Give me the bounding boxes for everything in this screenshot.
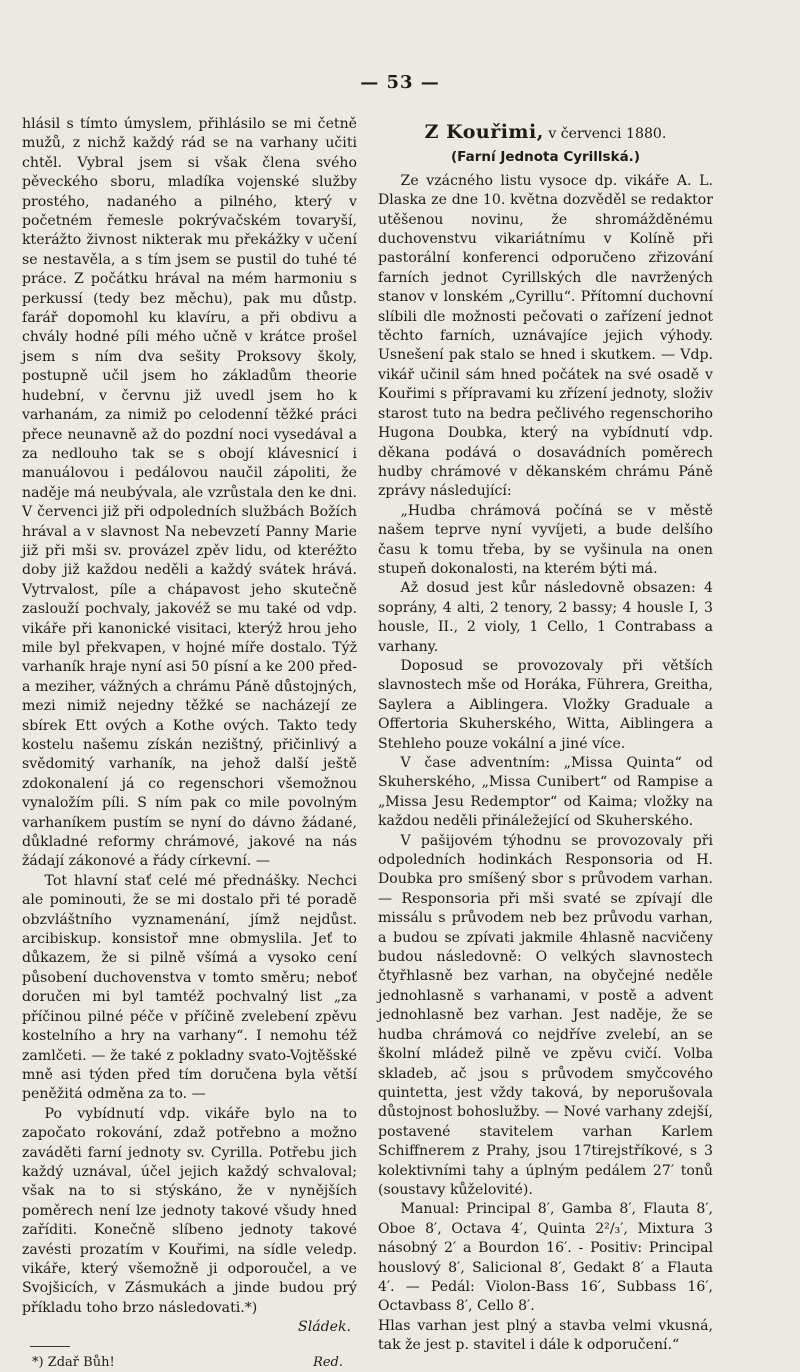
paragraph: „Hudba chrámová počíná se v městě našem teprve nyní vyvíjeti, a bude delšího času k tomu třeba, by se vyšinula na onen stupeň dokonalosti, na kterém býti má. xyxy=(378,502,713,577)
paragraph: Doposud se provozovaly při větších slavnostech mše od Horáka, Führera, Greitha, Saylera a Aiblingera. Vložky Graduale a Offertoria Skuherského, Witta, Aiblingera a Stehleho pouze vokální a jiné více. xyxy=(378,657,713,752)
paragraph: V čase adventním: „Missa Quinta“ od Skuherského, „Missa Cunibert“ od Rampise a „Missa Jesu Redemptor“ od Kaima; vložky na každou neděli přináležející od Skuherského. xyxy=(378,755,713,830)
paragraph: V pašijovém týhodnu se provozovaly při odpoledních hodinkách Responsoria od H. Doubka pro smíšený sbor s průvodem varhan. — Responsoria při mši svaté se zpívají dle missálu s průvodem neb bez průvodu varhan, a budou se zpívati jakmile 4hlasně nacvičeny budou následovně: O velkých slavnostech čtyřhlasně bez varhan, na obyčejné neděle jednohlasně s varhanami, v postě a advent jednohlasně bez varhan. Jest naděje, že se hudba chrámová co nejdříve zvelebí, an se školní mládež pilně ve zpěvu cvičí. Volba skladeb, ač jsou s průvodem smyčcového quintetta, jest vždy taková, by neporušovala důstojnost bohoslužby. — Nové varhany zdejší, postavené stavitelem varhan Karlem Schiffnerem z Prahy, jsou 17tirejstříkové, s 3 kolektivními tahy a úplným pedálem 27′ tonů (soustavy kůželovité). xyxy=(378,832,713,1198)
paragraph: hlásil s tímto úmyslem, přihlásilo se mi četně mužů, z nichž každý rád se na varhany učiti chtěl. Vybral jsem si však člena svého pěveckého sboru, mladíka vojenské služby prostého, nadaného a pilného, který v početném řemesle pokrývačském tovaryší, kterážto živnost nikterak mu překážky v učení se nestavěla, a s tím jsem se pustil do tuhé té práce. Z počátku hrával na mém harmoniu s perkussí (tedy bez měchu), pak mu důstp. farář dopomohl ku klavíru, a při obdivu a chvály hodné píli mého učně v krátce prošel jsem s ním dva sešity Proksovy školy, postupně učil jsem ho základům theorie hudební, v červnu již uvedl jsem ho k varhanám, za nimiž po celodenní těžké práci přece neunavně až do pozdní noci vysedával a za nedlouho tak se s obojí klávesnicí i manuálovou i pedálovou naučil zápoliti, že naděje má neubývala, ale vzrůstala den ke dni. V červenci již při odpoledních službách Božích hrával a v slavnost Na nebevzetí Panny Marie již při mši sv. provázel zpěv lidu, od kteréžto doby již každou neděli a každý svátek hrává. Vytrvalost, píle a chápavost jeho skutečně zaslouží pochvaly, jakovéž se mu také od vdp. vikáře při kanonické visitaci, kterýž hrou jeho mile byl překvapen, v hojné míře dostalo. Týž varhaník hraje nyní asi 50 písní a ke 200 před- a meziher, vážných a chrámu Páně důstojných, mezi nimiž nejedny těžké se nacházejí ze sbírek Ett ových a Kothe ových. Takto tedy kostelu našemu získán nezištný, přičinlivý a svědomitý varhaník, na jehož další ještě zdokonalení já co regenschori všemožnou vynaložím píli. S ním pak co mile povolným varhaníkem pustím se nyní do dávno žádané, důkladné reformy chrámové, jakové na nás žádají zákonové a řády církevní. — xyxy=(22,116,357,870)
footnote xyxy=(22,1353,357,1372)
article-header xyxy=(378,123,713,144)
left-column xyxy=(22,115,357,1372)
page-number: — 53 — xyxy=(360,72,440,93)
footnote-text: *) Zdař Bůh! xyxy=(32,1354,115,1370)
footnote-signature: Red. xyxy=(313,1354,343,1370)
footnote-rule xyxy=(30,1346,70,1347)
paragraph: Hlas varhan jest plný a stavba velmi vkusná, tak že jest p. stavitel i dále k odporučení.“ xyxy=(378,1317,713,1354)
right-column xyxy=(378,115,713,1356)
paragraph: Ze vzácného listu vysoce dp. vikáře A. L. Dlaska ze dne 10. května dozvěděl se redaktor utěšenou novinu, že shromážděnému duchovenstvu vikariátnímu v Kolíně při pastorální konferenci odporučeno zřizování farních jednot Cyrillských dle navržených stanov v lonském „Cyrillu“. Přítomní duchovní slíbili dle možnosti pečovati o zařízení jednot těchto farních, uznávajíce jejich výhody. Usnešení pak stalo se hned i skutkem. — Vdp. vikář učinil sám hned počátek na své osadě v Kouřimi s přípravami ku zřízení jednoty, složiv starost tuto na bedra pečlivého regenschoriho Hugona Doubka, který na vybídnutí vdp. děkana podává o dosavádních poměrech hudby chrámové v děkanském chrámu Páně zprávy následující: xyxy=(378,172,713,500)
article-date: v červenci 1880. xyxy=(543,126,667,142)
signature: Sládek. xyxy=(298,1319,351,1336)
article-subheading: (Farní Jednota Cyrillská.) xyxy=(451,149,640,166)
paragraph: Po vybídnutí vdp. vikáře bylo na to započato rokování, zdaž potřebno a možno zaváděti farní jednoty sv. Cyrilla. Potřebu jich každý uznával, účel jejich každý schvaloval; však na to si stýskáno, že v nynějších poměrech není lze jednoty takové všudy hned zaříditi. Konečně slíbeno jednoty takové zavésti prozatím v Kouřimi, na sídle veledp. vikáře, který všemožně ji odporoučel, a ve Svojšicích, v Zásmukách a jinde budou prý příkladu toho brzo následovati.*) xyxy=(22,1105,357,1316)
paragraph: Manual: Principal 8′, Gamba 8′, Flauta 8′, Oboe 8′, Octava 4′, Quinta 2²/₃′, Mixtura 3 násobný 2′ a Bourdon 16′. - Positiv: Principal houslový 8′, Salicional 8′, Gedakt 8′ a Flauta 4′. — Pedál: Violon-Bass 16′, Subbass 16′, Octavbass 8′, Cello 8′. xyxy=(378,1201,713,1315)
paragraph: Tot hlavní stať celé mé přednášky. Nechci ale pominouti, že se mi dostalo při té poradě obzvláštního vyznamenání, jímž nejdůst. arcibiskup. konsistoř mne obmyslila. Jeť to důkazem, že si pilně všímá a vysoko cení působení duchovenstva v tomto směru; neboť doručen mi byl tamtéž pochvalný list „za příčinou pilné péče v příčině zvelebení zpěvu kostelního a hry na varhany“. I nemohu též zamlčeti. — že také z pokladny svato-Vojtěšské mně asi týden před tím doručena byla větší peněžitá odměna za to. — xyxy=(22,872,357,1103)
article-place: Z Kouřimi, xyxy=(424,121,544,143)
paragraph: Až dosud jest kůr následovně obsazen: 4 soprány, 4 alti, 2 tenory, 2 bassy; 4 housle I, 3 housle, II., 2 violy, 1 Cello, 1 Contrabass a varhany. xyxy=(378,580,713,655)
